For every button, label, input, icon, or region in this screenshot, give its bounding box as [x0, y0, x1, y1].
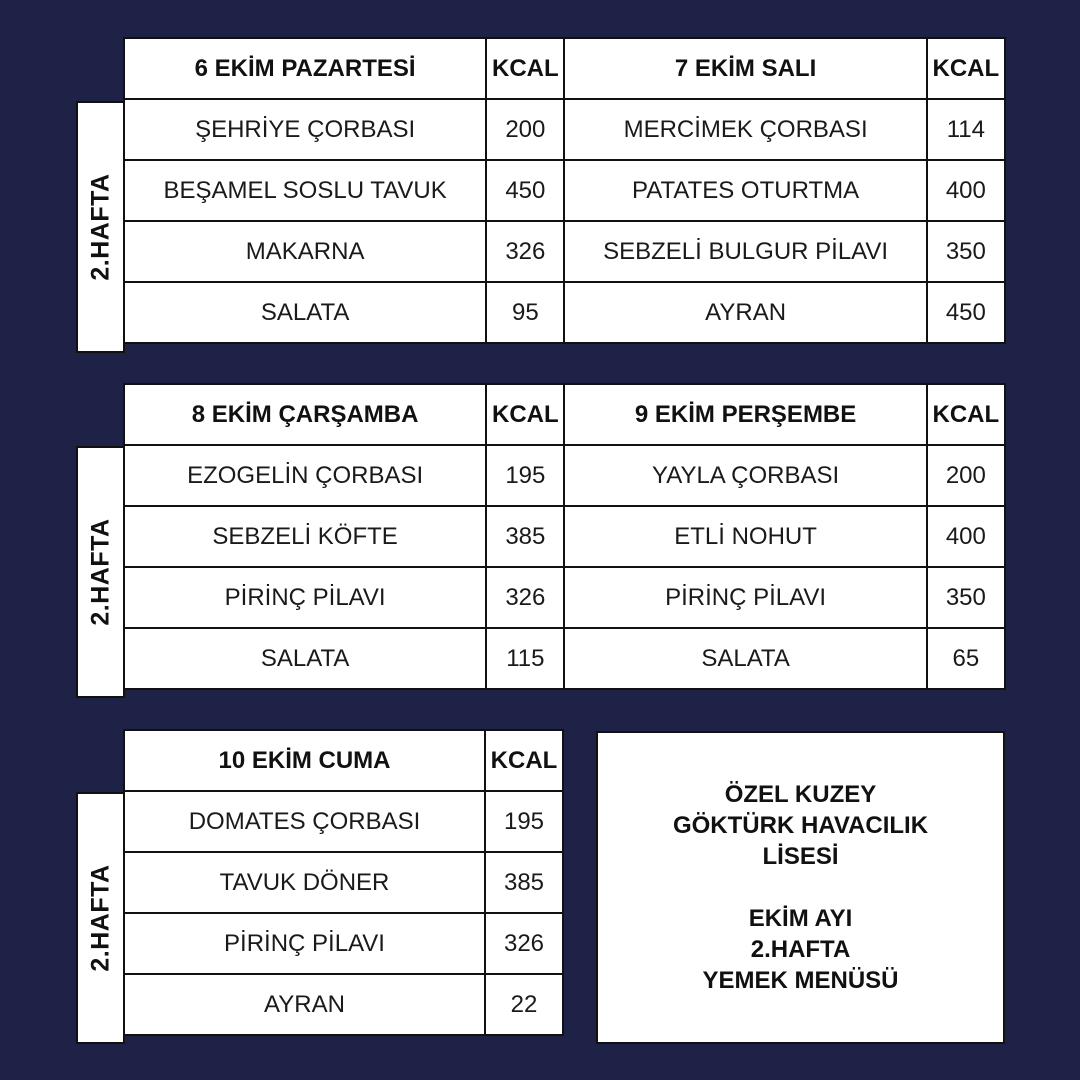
table-row: [124, 506, 1005, 567]
kcal-value: 200: [927, 445, 1005, 506]
kcal-value: 65: [927, 628, 1005, 689]
school-name-line: LİSESİ: [762, 843, 839, 870]
table-row: [124, 160, 1005, 221]
dish-name: EZOGELİN ÇORBASI: [124, 445, 486, 506]
menu-title-line: EKİM AYI: [748, 905, 853, 932]
kcal-value: 326: [485, 913, 563, 974]
kcal-header: KCAL: [485, 730, 563, 791]
dish-name: ETLİ NOHUT: [564, 506, 926, 567]
day-title: 6 EKİM PAZARTESİ: [124, 38, 486, 99]
table-header-row: [124, 38, 1005, 99]
kcal-value: 350: [927, 221, 1005, 282]
day-title: 7 EKİM SALI: [564, 38, 926, 99]
dish-name: YAYLA ÇORBASI: [564, 445, 926, 506]
table-row: [124, 567, 1005, 628]
table-header-row: [124, 384, 1005, 445]
menu-table-row-3: [123, 729, 564, 1036]
week-label: 2.HAFTA: [86, 173, 114, 281]
week-label-cell: [76, 101, 125, 353]
table-header-row: [124, 730, 563, 791]
kcal-value: 385: [485, 852, 563, 913]
kcal-header: KCAL: [927, 384, 1005, 445]
dish-name: SEBZELİ BULGUR PİLAVI: [564, 221, 926, 282]
dish-name: ŞEHRİYE ÇORBASI: [124, 99, 486, 160]
kcal-value: 114: [927, 99, 1005, 160]
kcal-value: 195: [486, 445, 564, 506]
kcal-value: 326: [486, 221, 564, 282]
dish-name: MAKARNA: [124, 221, 486, 282]
dish-name: SEBZELİ KÖFTE: [124, 506, 486, 567]
kcal-value: 450: [486, 160, 564, 221]
kcal-value: 385: [486, 506, 564, 567]
kcal-value: 200: [486, 99, 564, 160]
table-row: [124, 221, 1005, 282]
dish-name: SALATA: [124, 628, 486, 689]
kcal-value: 450: [927, 282, 1005, 343]
day-title: 9 EKİM PERŞEMBE: [564, 384, 926, 445]
table-row: [124, 445, 1005, 506]
dish-name: TAVUK DÖNER: [124, 852, 485, 913]
day-title: 8 EKİM ÇARŞAMBA: [124, 384, 486, 445]
kcal-header: KCAL: [486, 384, 564, 445]
week-label: 2.HAFTA: [86, 518, 114, 626]
week-label: 2.HAFTA: [86, 864, 114, 972]
school-name-line: ÖZEL KUZEY: [724, 781, 877, 808]
table-row: [124, 852, 563, 913]
kcal-value: 95: [486, 282, 564, 343]
dish-name: PİRİNÇ PİLAVI: [124, 567, 486, 628]
dish-name: PİRİNÇ PİLAVI: [124, 913, 485, 974]
dish-name: SALATA: [564, 628, 926, 689]
dish-name: DOMATES ÇORBASI: [124, 791, 485, 852]
kcal-value: 400: [927, 160, 1005, 221]
dish-name: PATATES OTURTMA: [564, 160, 926, 221]
dish-name: MERCİMEK ÇORBASI: [564, 99, 926, 160]
table-row: [124, 974, 563, 1035]
kcal-value: 326: [486, 567, 564, 628]
table-row: [124, 99, 1005, 160]
dish-name: PİRİNÇ PİLAVI: [564, 567, 926, 628]
dish-name: SALATA: [124, 282, 486, 343]
table-row: [124, 791, 563, 852]
kcal-header: KCAL: [486, 38, 564, 99]
table-row: [124, 628, 1005, 689]
menu-table-row-2: [123, 383, 1006, 690]
dish-name: BEŞAMEL SOSLU TAVUK: [124, 160, 486, 221]
week-label-cell: [76, 792, 125, 1044]
week-label-cell: [76, 446, 125, 698]
kcal-value: 195: [485, 791, 563, 852]
school-name-line: GÖKTÜRK HAVACILIK: [672, 812, 929, 839]
dish-name: AYRAN: [564, 282, 926, 343]
menu-title-line: YEMEK MENÜSÜ: [702, 967, 899, 994]
kcal-value: 400: [927, 506, 1005, 567]
table-row: [124, 913, 563, 974]
day-title: 10 EKİM CUMA: [124, 730, 485, 791]
kcal-value: 350: [927, 567, 1005, 628]
dish-name: AYRAN: [124, 974, 485, 1035]
school-info-box: [596, 731, 1005, 1044]
kcal-value: 22: [485, 974, 563, 1035]
kcal-value: 115: [486, 628, 564, 689]
menu-title-line: 2.HAFTA: [750, 936, 851, 963]
table-row: [124, 282, 1005, 343]
menu-table-row-1: [123, 37, 1006, 344]
kcal-header: KCAL: [927, 38, 1005, 99]
